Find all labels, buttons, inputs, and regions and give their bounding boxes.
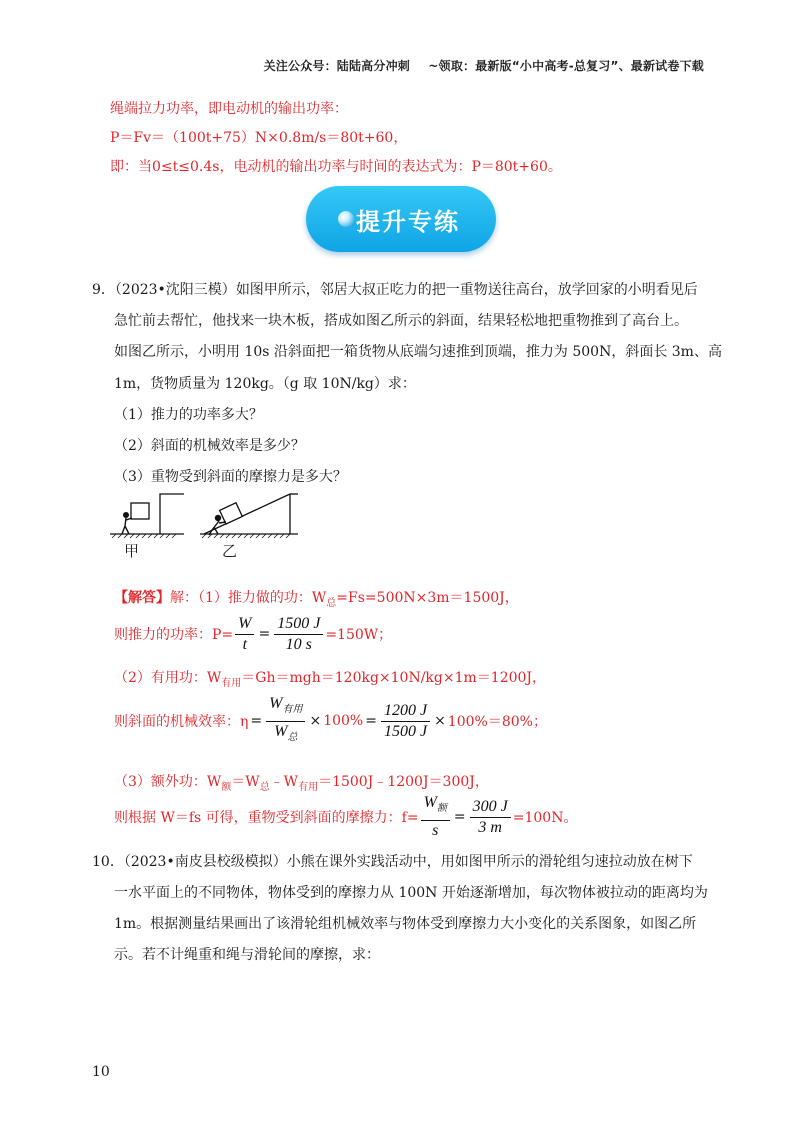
frac-den-main: W xyxy=(274,722,288,740)
header-left: 关注公众号：陆陆高分冲刺 xyxy=(263,59,410,73)
frac-den-sub: 总 xyxy=(287,731,298,743)
frac-den: t xyxy=(242,635,248,653)
figure-b xyxy=(200,494,298,538)
frac-den: s xyxy=(432,821,439,839)
frac-num-sub: 额 xyxy=(436,803,447,815)
q9-text-1: 如图甲所示，邻居大叔正吃力的把一重物送往高台，放学回家的小明看见后 xyxy=(235,282,698,298)
frac-den: 3 m xyxy=(478,818,502,836)
q10-line-1 xyxy=(92,851,693,871)
answer-4-pre: 则斜面的机械效率：η xyxy=(114,714,249,730)
fraction-1200-over-1500 xyxy=(381,701,430,742)
header-right: ~领取：最新版“小中高考-总复习”、最新试卷下载 xyxy=(428,59,704,73)
answer-6-post: =100N。 xyxy=(512,810,578,826)
fraction-1500-over-10 xyxy=(274,614,323,655)
answer-line-5 xyxy=(114,771,489,793)
q9-sub-2: （2）斜面的机械效率是多少？ xyxy=(114,438,305,454)
person-icon xyxy=(123,512,129,518)
answer-line-3 xyxy=(114,667,546,689)
q10-text-1: 小熊在课外实践活动中，用如图甲所示的滑轮组匀速拉动放在树下 xyxy=(286,854,693,870)
q9-source: （2023•沈阳三模） xyxy=(114,282,236,298)
slope-box-icon xyxy=(220,503,243,524)
q10-line-2: 一水平面上的不同物体，物体受到的摩擦力从 100N 开始逐渐增加，每次物体被拉动的距离均为 xyxy=(114,885,708,901)
frac-num-main: W xyxy=(423,794,437,812)
answer-1-sub: 总 xyxy=(326,597,337,609)
frac-num-main: W xyxy=(269,695,283,713)
frac-num xyxy=(266,694,305,721)
fig-label-b: 乙 xyxy=(222,542,238,560)
q10-line-4: 示。若不计绳重和绳与滑轮间的摩擦，求： xyxy=(114,947,380,963)
answer-2-post: =150W； xyxy=(325,627,393,643)
glowing-dot-icon xyxy=(338,211,354,227)
banner-title: 提升专练 xyxy=(356,207,460,236)
q9-line-3: 如图乙所示，小明用 10s 沿斜面把一箱货物从底端匀速推到顶端，推力为 500N，斜面长 3m、高 xyxy=(114,344,722,360)
answer-3-sub: 有用 xyxy=(221,677,242,689)
answer-tag: 【解答】 xyxy=(114,590,170,606)
frac-num: 1500 J xyxy=(274,614,323,635)
q10-line-3: 1m。根据测量结果画出了该滑轮组机械效率与物体受到摩擦力大小变化的关系图象，如图乙所 xyxy=(114,916,697,932)
answer-3-rest: ＝Gh＝mgh＝120kg×10N/kg×1m＝1200J， xyxy=(241,670,547,686)
q9-sub-3: （3）重物受到斜面的摩擦力是多大？ xyxy=(114,469,347,485)
fraction-w-over-t xyxy=(235,614,254,655)
answer-5-sub3: 有用 xyxy=(298,781,319,793)
answer-5-mid: ＝W xyxy=(231,774,260,790)
q9-line-2: 急忙前去帮忙，他找来一块木板，搭成如图乙所示的斜面，结果轻松地把重物推到了高台上。 xyxy=(114,313,688,329)
q9-line-1 xyxy=(92,279,698,299)
answer-5-rest: ＝1500J﹣1200J＝300J， xyxy=(318,774,489,790)
answer-line-1 xyxy=(114,587,519,609)
answer-5-mid2: ﹣W xyxy=(269,774,299,790)
answer-6-pre: 则根据 W＝fs 可得，重物受到斜面的摩擦力：f= xyxy=(114,810,419,826)
frac-num-sub: 有用 xyxy=(282,704,303,716)
frac-den: 10 s xyxy=(285,635,312,653)
answer-5-sub2: 总 xyxy=(259,781,270,793)
box-icon xyxy=(131,503,149,519)
answer-1-rest: =Fs=500N×3m＝1500J， xyxy=(336,590,519,606)
q10-number: 10． xyxy=(92,854,124,870)
answer-4-post: 100%＝80%； xyxy=(447,714,547,730)
page-header xyxy=(264,57,704,74)
frac-num: 1200 J xyxy=(381,701,430,722)
q10-source: （2023•南皮县校级模拟） xyxy=(123,854,287,870)
q9-sub-1: （1）推力的功率多大？ xyxy=(114,407,263,423)
fraction-extra-over-s xyxy=(421,793,450,840)
answer-line-4: 则斜面的机械效率：η = $\frac{W_{有用}}{W_总}$ × 100% = $\frac{1200 J}{1500 J}$ × 100%＝80%； xyxy=(114,696,547,746)
answer-line-6: 则根据 W＝fs 可得，重物受到斜面的摩擦力：f= $\frac{W_额}{s}$ = $\frac{300 J}{3 m}$ =100N。 xyxy=(114,794,578,839)
q9-number: 9． xyxy=(92,282,115,298)
fraction-useful-over-total xyxy=(266,694,305,747)
answer-5-sub1: 额 xyxy=(221,781,232,793)
page-number: 10 xyxy=(92,1064,110,1080)
answer-2-pre: 则推力的功率：P= xyxy=(114,627,234,643)
section-banner xyxy=(306,186,496,252)
frac-num xyxy=(421,793,450,820)
answer-3-pre: （2）有用功：W xyxy=(114,670,222,686)
frac-den xyxy=(271,722,300,748)
fraction-300-over-3 xyxy=(470,797,511,838)
figure-a xyxy=(110,494,184,538)
prev-solution-line-2: P＝Fv＝（100t+75）N×0.8m/s＝80t+60， xyxy=(110,130,408,146)
frac-num: W xyxy=(235,614,254,635)
answer-line-2: 则推力的功率：P= $\frac{W}{t}$ = $\frac{1500 J}{10 s}$ =150W； xyxy=(114,614,393,653)
prev-solution-line-3: 即：当0≤t≤0.4s，电动机的输出功率与时间的表达式为：P＝80t+60。 xyxy=(110,159,562,175)
pusher-icon xyxy=(215,515,221,521)
answer-1-pre: 解：（1）推力做的功：W xyxy=(170,590,327,606)
frac-den: 1500 J xyxy=(383,722,428,740)
prev-solution-line-1: 绳端拉力功率，即电动机的输出功率： xyxy=(110,101,348,117)
answer-5-pre: （3）额外功：W xyxy=(114,774,222,790)
fig-label-a: 甲 xyxy=(124,542,140,560)
q9-line-4: 1m，货物质量为 120kg。（g 取 10N/kg）求： xyxy=(114,376,416,392)
frac-num: 300 J xyxy=(470,797,511,818)
answer-4-mid: 100% xyxy=(323,713,364,729)
